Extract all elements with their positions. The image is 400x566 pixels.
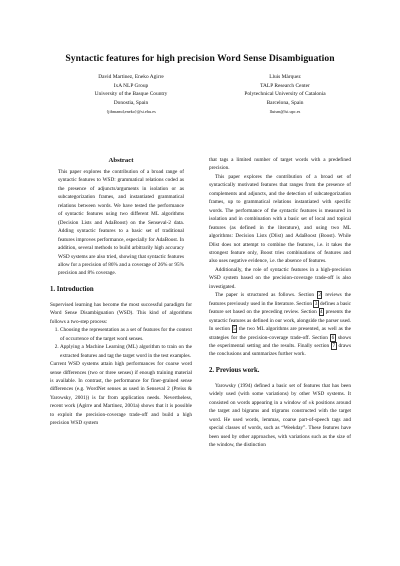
section-link[interactable]: 7 [332,342,336,349]
paragraph: This paper explores the contribution of a broad set of syntactically motivated features that ranges from the presence of complements and adjuncts, and the detection of subcategorization frames, up to grammatical relations instantiated with specific words. The performance of the syntactic features is measured in isolation and in combination with a basic set of local and topical features (as defined in the literature), and using two ML algorithms: Decision Lists (Dlist) and AdaBoost (Boost). While Dlist does not attempt to combine the features, i.e. it takes the strongest feature only, Boost tries combinations of features and also uses negative evidence, i.e. the absence of features. [209,173,351,265]
author-names: Lluis Màrquez [269,74,301,80]
paragraph: Supervised learning has become the most successful paradigm for Word Sense Disambiguation (WSD). This kind of algorithms follows a two-step process: [50,301,192,325]
numbered-list [50,326,192,360]
paragraph: Current WSD systems attain high performances for coarse word sense differences (two or three senses) if enough training material is available. In contrast, the performance for finer-grained sense differences (e.g. WordNet senses as used in Senseval 2 (Preiss & Yarowsky, 2001)) is far from application needs. Nevertheless, recent work (Agirre and Martinez, 2001a) shows that it is possible to exploit the precision-coverage trade-off and build a high precision WSD system [50,361,192,427]
paragraph: Additionally, the role of syntactic features in a high-precision WSD system based on the precision-coverage trade-off is also investigated. [209,266,351,290]
author-group: TALP Research Center [260,82,310,89]
paragraph: Yarowsky (1994) defined a basic set of features that has been widely used (with some variations) by other WSD systems. It consisted on words appearing in a window of ±k positions around the target and bigrams and trigrams constructed with the target word. He used words, lemmas, coarse part-of-speech tags and special classes of words, such as “Weekday”. These features have been used by other approaches, with variations such as the size of the window, the distinction [209,382,351,449]
author-block-left [46,73,216,117]
author-email: {jibmamd,eneko}@si.ehu.es [106,108,156,114]
section-link[interactable]: 5 [233,326,236,333]
section-link[interactable]: 2 [318,292,322,299]
abstract-text: This paper explores the contribution of a broad range of syntactic features to WSD: grammatical relations coded as the presence of adjuncts/arguments in isolation or as subcategorization frames, and instantiated grammatical relations between words. We have tested the performance of syntactic features using two different ML algorithms (Decision Lists and AdaBoost) on the Senseval-2 data. Adding syntactic features to a basic set of traditional features improves performance, especially for AdaBoost. In addition, several methods to build arbitrarily high accuracy WSD systems are also tried, showing that syntactic features allow for a precision of 86% and a coverage of 26% or 95% precision and 8% coverage. [58,169,184,277]
section-heading-previous-work: 2. Previous work. [209,366,260,374]
abstract-heading: Abstract [108,157,134,164]
list-item: 1. Choosing the representation as a set of features for the context of occurrence of the target word senses. [60,326,192,343]
author-block-right [200,73,370,117]
author-institution: University of the Basque Country [94,91,168,98]
right-column [209,156,351,450]
paragraph-structure: The paper is structured as follows. Section 2 reviews the features previously used in the literature. Section 3 defines a basic feature set based on the preceding review. Section 4 presents the syntactic features as defined in our work, alongside the parser used. In section 5 the two ML algorithms are presented, as well as the strategies for the precision-coverage trade-off. Section 6 shows the experimental setting and the results. Finally section 7 draws the conclusions and summarizes further work. [209,292,352,358]
section-link[interactable]: 6 [331,334,335,341]
list-item: 2. Applying a Machine Learning (ML) algorithm to train on the extracted features and tag the target word in the test examples. [60,343,192,360]
left-column [50,156,192,428]
section-link[interactable]: 4 [319,309,323,316]
author-city: Barcelona, Spain [266,100,304,107]
author-group: IxA NLP Group [113,82,149,89]
author-institution: Polytechnical University of Catalonia [244,91,326,98]
paragraph: that tags a limited number of target words with a predefined precision. [209,157,351,172]
abstract [50,168,192,278]
author-city: Donostia, Spain [113,100,149,107]
section-link[interactable]: 3 [314,300,318,307]
paper-title: Syntactic features for high precision Word Sense Disambiguation [65,53,335,64]
author-email: lluism@lsi.upc.es [269,108,301,114]
section-heading-introduction: 1. Introduction [50,285,94,293]
author-names: David Martinez, Eneko Agirre [98,74,164,80]
